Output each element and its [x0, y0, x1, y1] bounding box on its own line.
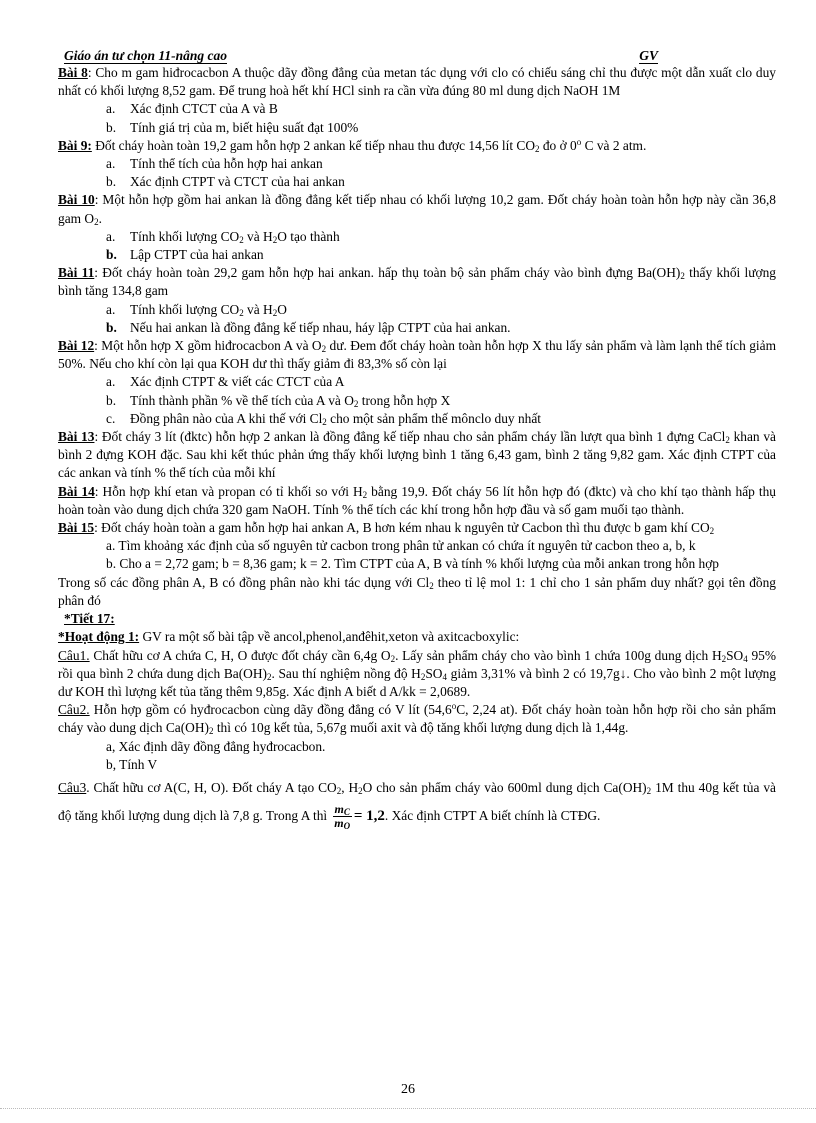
exercise-10: Bài 10: Một hỗn hợp gồm hai ankan là đồng đẳng kết tiếp nhau có khối lượng 10,2 gam. Đốt cháy hoàn toàn hỗn hợp này cần 36,8 gam $O_2$. [58, 192, 776, 227]
exercise-10-a: a. Tính khối lượng $CO_2$ và $H_2O$ tạo thành [106, 228, 340, 245]
exercise-8: Bài 8: Cho m gam hiđrocacbon A thuộc dãy đồng đẳng của metan tác dụng với clo có chiếu sáng chỉ thu được một dẫn xuất clo duy nhất có khối lượng 8,52 gam. Để trung hoà hết khí HCl sinh ra cần vừa đúng 80 ml dung dịch NaOH 1M [58, 65, 776, 99]
lesson-heading: *Tiết 17: [64, 611, 115, 627]
exercise-10-b: b. Lập CTPT của hai ankan [106, 247, 264, 263]
exercise-15-question: Trong số các đồng phân A, B có đồng phân nào khi tác dụng với $Cl_2$ theo tỉ lệ mol 1: 1 chỉ cho 1 sản phẩm duy nhất? gọi tên đồng phân đó [58, 574, 776, 608]
exercise-11-a: a. Tính khối lượng $CO_2$ và $H_2O$ [106, 301, 287, 318]
exercise-9-a: a. Tính thể tích của hỗn hợp hai ankan [106, 156, 323, 172]
exercise-9-b: b. Xác định CTPT và CTCT của hai ankan [106, 174, 345, 190]
header-right: GV [639, 48, 658, 63]
activity-1: *Hoạt động 1: GV ra một số bài tập về ancol,phenol,anđêhit,xeton và axitcacboxylic: [58, 629, 520, 645]
exercise-8-b: b. Tính giá trị của m, biết hiệu suất đạt 100% [106, 119, 359, 135]
exercise-11: Bài 11: Đốt cháy hoàn toàn 29,2 gam hỗn hợp hai ankan. hấp thụ toàn bộ sản phẩm cháy vào bình đựng $Ba(OH)_2$ thấy khối lượng bình tăng 134,8 gam [58, 265, 776, 299]
exercise-8-a: a. Xác định CTCT của A và B [106, 101, 278, 117]
exercise-9: Bài 9: Đốt cháy hoàn toàn 19,2 gam hỗn hợp 2 ankan kế tiếp nhau thu được 14,56 lít $CO_2$ đo ở 0$^o$ C và 2 atm. [58, 136, 647, 154]
mass-ratio-fraction: $\frac{m_C}{m_O}$ [334, 802, 351, 832]
exercise-12-b: b. Tính thành phần % về thể tích của A và $O_2$ trong hỗn hợp X [106, 392, 451, 409]
exercise-14: Bài 14: Hỗn hợp khí etan và propan có tỉ khối so với $H_2$ bằng 19,9. Đốt cháy 56 lít hỗn hợp đó (đktc) và cho khí tạo thành hấp thụ hoàn toàn vào dung dịch chứa 320 gam NaOH. Tính % thể tích các khí trong hỗn hợp đầu và số gam muối tạo thành. [58, 483, 776, 517]
down-arrow-icon: ↓ [619, 665, 627, 681]
exercise-15: Bài 15: Đốt cháy hoàn toàn a gam hỗn hợp hai ankan A, B hơn kém nhau k nguyên tử Cacbon thì thu được b gam khí $CO_2$ [58, 520, 715, 537]
question-2-a: a, Xác định dãy đồng đẳng hyđrocacbon. [106, 738, 326, 754]
exercise-15-a: a. Tìm khoảng xác định của số nguyên tử cacbon trong phân tử ankan có chứa ít nguyên tử cacbon theo a, b, k [106, 538, 696, 554]
exercise-15-b: b. Cho a = 2,72 gam; b = 8,36 gam; k = 2. Tìm CTPT của A, B và tính % khối lượng của mỗi ankan trong hỗn hợp [106, 556, 719, 572]
exercise-12-c: c. Đồng phân nào của A khi thế với $Cl_2$ cho một sản phẩm thế mônclo duy nhất [106, 410, 542, 427]
exercise-13: Bài 13: Đốt cháy 3 lít (đktc) hỗn hợp 2 ankan là đồng đẳng kế tiếp nhau cho sản phẩm cháy lần lượt qua bình 1 đựng CaCl$_2$ khan và bình 2 đựng KOH đặc. Sau khi kết thúc phản ứng thấy khối lượng bình 1 tăng 6,43 gam, bình 2 tăng 9,82 gam. Xác định CTPT của các ankan và tính % thể tích của mỗi khí [58, 429, 776, 481]
page-header [58, 48, 776, 64]
header-left: Giáo án tư chọn 11-nâng cao [64, 48, 227, 63]
question-3: Câu3. Chất hữu cơ A(C, H, O). Đốt cháy A tạo $CO_2$, $H_2O$ cho sản phẩm cháy vào 600ml dung dịch $Ca(OH)_2$ 1M thu 40g kết tủa và độ tăng khối lượng dung dịch là 7,8 g. Trong A thì $\frac{m_C}{m_O}$ = 1,2. Xác định CTPT A biết chính là CTĐG. [58, 779, 776, 832]
question-2: Câu2. Hỗn hợp gồm có hyđrocacbon cùng dãy đồng đẳng có V lít (54,6$^o$C, 2,24 at). Đốt cháy hoàn toàn hỗn hợp rồi cho sản phẩm cháy vào dung dịch $Ca(OH)_2$ thì có 10g kết tủa, 5,67g muối axit và độ tăng khối lượng dung dịch là 1,44g. [58, 701, 776, 737]
exercise-11-b: b. Nếu hai ankan là đồng đẳng kế tiếp nhau, háy lập CTPT của hai ankan. [106, 319, 511, 335]
question-2-b: b, Tính V [106, 756, 158, 772]
document-page [58, 48, 776, 830]
page-divider [0, 1108, 816, 1109]
exercise-12-a: a. Xác định CTPT & viết các CTCT của A [106, 374, 345, 390]
question-1: Câu1. Chất hữu cơ A chứa C, H, O được đốt cháy cần 6,4g $O_2$. Lấy sản phẩm cháy cho vào bình 1 chứa 100g dung dịch $H_2SO_4$ 95% rồi qua bình 2 chứa dung dịch $Ba(OH)_2$. Sau thí nghiệm nồng độ $H_2SO_4$ giảm 3,31% và bình 2 có 19,7g↓. Cho vào bình 2 một lượng dư KOH thì lượng kết tủa tăng thêm 9,85g. Xác định A biết d A/kk = 2,0689. [58, 647, 776, 699]
page-number: 26 [401, 1082, 415, 1097]
exercise-12: Bài 12: Một hỗn hợp X gồm hiđrocacbon A và $O_2$ dư. Đem đốt cháy hoàn toàn hỗn hợp X thu lấy sản phẩm và làm lạnh thể tích giảm 50%. Nếu cho khí còn lại qua KOH dư thì thấy giảm đi 83,3% số còn lại [58, 338, 776, 372]
